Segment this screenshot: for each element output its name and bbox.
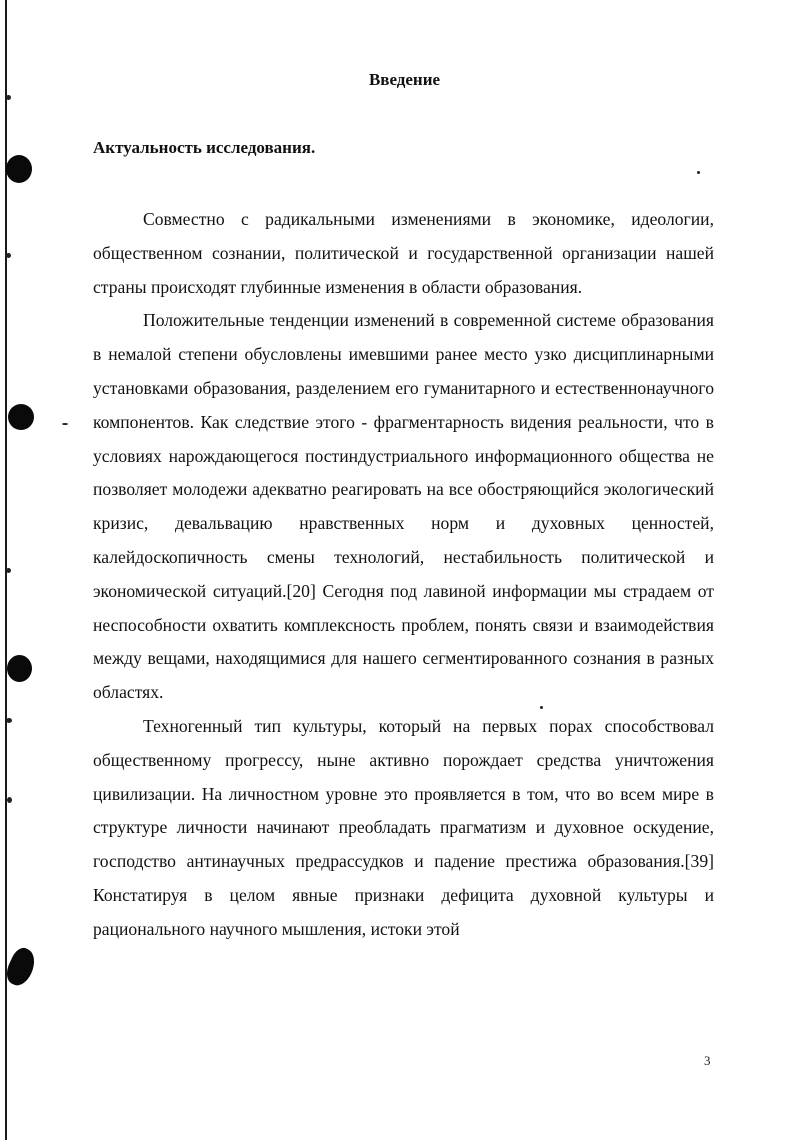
scan-speck [697,171,700,174]
punch-hole-mark [6,155,32,183]
section-heading: Актуальность исследования. [93,138,316,157]
scan-speck [62,423,68,425]
scan-speck [6,95,11,100]
scan-speck [6,718,12,723]
scan-speck [6,253,11,258]
paragraph-3: Техногенный тип культуры, который на первых порах способствовал общественному прогрессу, ныне активно порождает средства уничтожения цивилизации. На личностном уровне это проявляется в том, что во всем мире в структуре личности начинают преобладать прагматизм и духовное оскудение, господство антинаучных предрассудков и падение престижа образования.[39] Констатируя в целом явные признаки дефицита духовной культуры и рационального научного мышления, истоки этой [93,715,714,939]
punch-hole-mark [8,404,34,430]
ink-smudge-mark [2,945,40,990]
page-number: 3 [704,1053,711,1068]
scan-speck [7,797,12,803]
scan-speck [6,568,11,573]
paragraph-2: Положительные тенденции изменений в современной системе образования в немалой степени обусловлены имевшими ранее место узко дисциплинарными установками образования, разделением его гуманитарного и естественнонаучного компонентов. Как следствие этого - фрагментарность видения реальности, что в условиях нарождающегося постиндустриального информационного общества не позволяет молодежи адекватно реагировать на все обостряющийся экологический кризис, девальвацию нравственных норм и духовных ценностей, калейдоскопичность смены технологий, нестабильность политической и экономической ситуаций.[20] Сегодня под лавиной информации мы страдаем от неспособности охватить комплексность проблем, понять связи и взаимодействия между вещами, находящимися для нашего сегментированного сознания в разных областях. [93,310,714,703]
paragraph-1: Совместно с радикальными изменениями в экономике, идеологии, общественном сознании, политической и государственной организации нашей страны происходят глубинные изменения в области образования. [93,209,714,297]
punch-hole-mark [7,655,32,682]
body-text [93,203,714,947]
page-title: Введение [368,70,441,89]
